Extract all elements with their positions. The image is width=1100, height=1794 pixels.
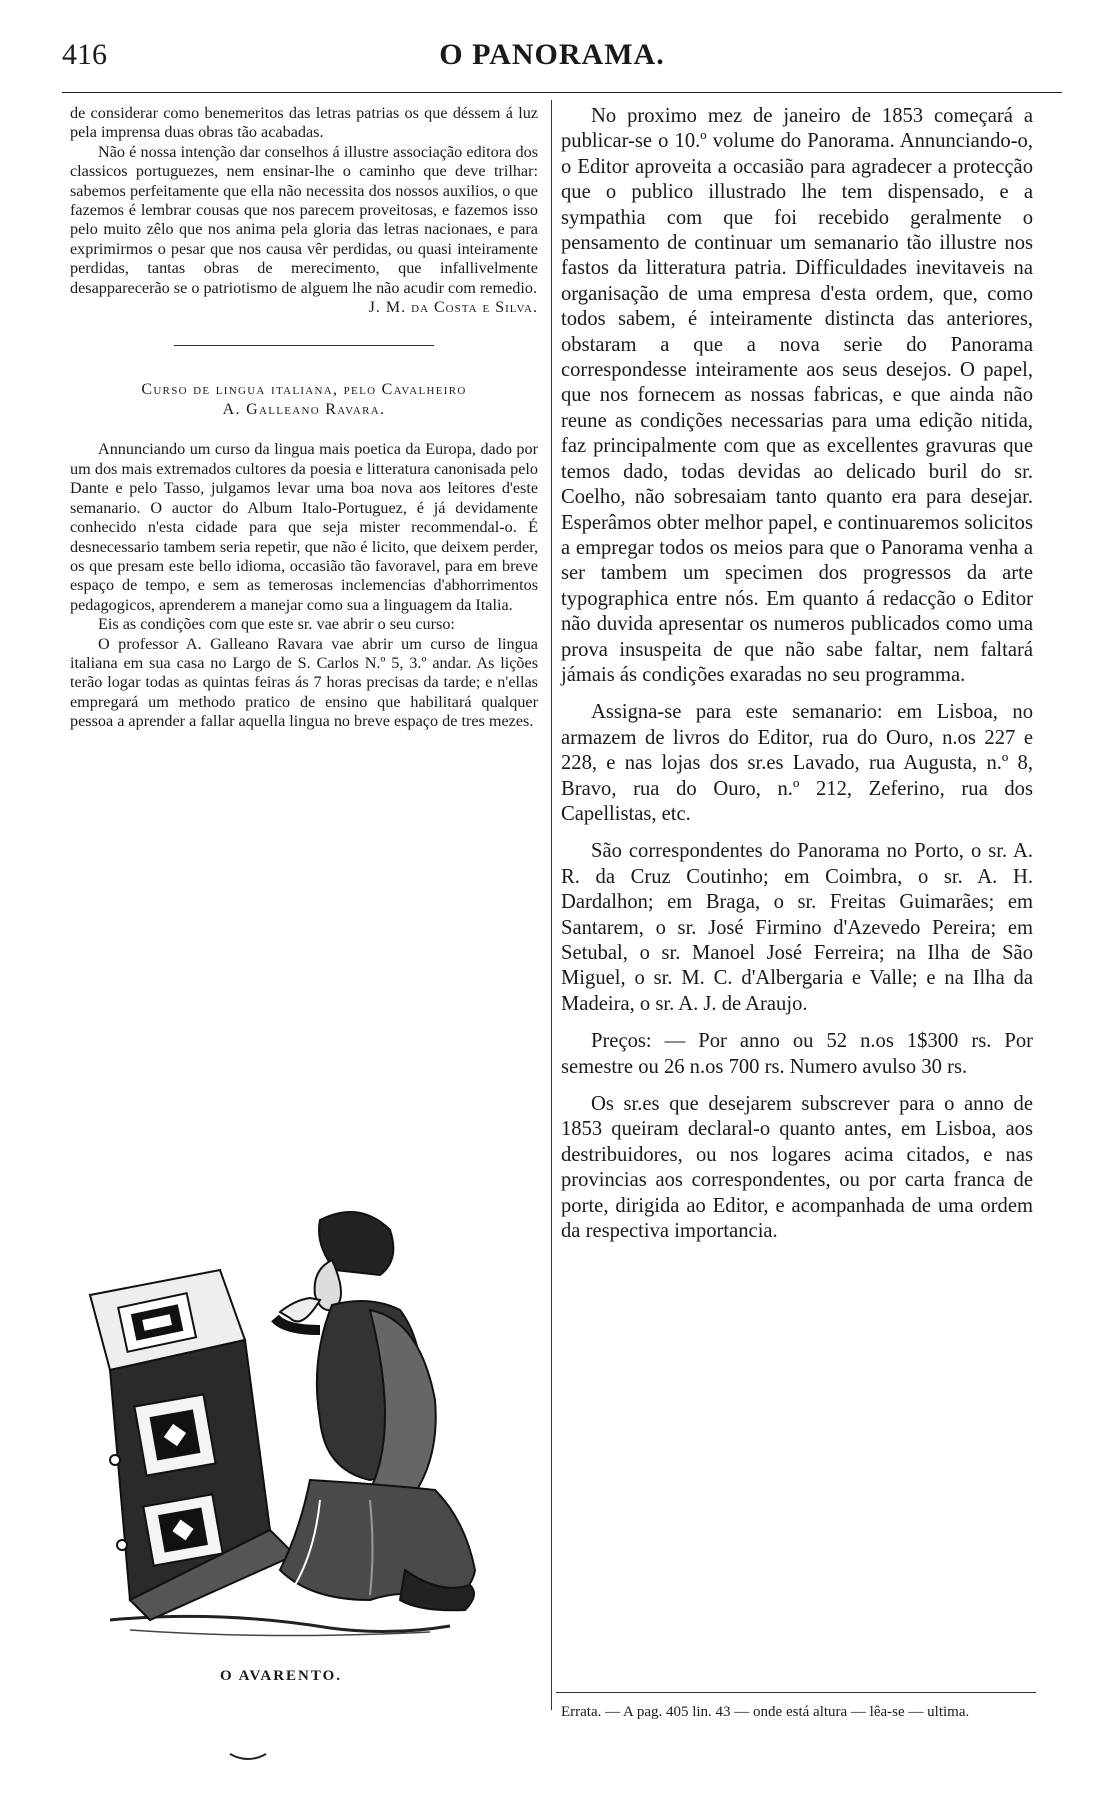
left-paragraph: O professor A. Galleano Ravara vae abrir um curso de lingua italiana em sua casa no Largo de S. Carlos N.º 5, 3.º andar. As lições terão logar todas as quintas feiras ás 7 horas precisas da tarde; e n'ellas empregará um methodo pratico de ensino que habilitará qualquer pessoa a aprender a fallar aquella lingua no breve espaço de tres mezes. (70, 634, 538, 731)
right-paragraph: São correspondentes do Panorama no Porto, o sr. A. R. da Cruz Coutinho; em Coimbra, o sr. A. H. Dardalhon; em Braga, o sr. Freitas Guimarães; em Santarem, o sr. José Firmino d'Azevedo Pereira; em Setubal, o sr. Manoel José Ferreira; na Ilha de São Miguel, o sr. M. C. d'Albergaria e Valle; e na Ilha da Madeira, o sr. A. J. de Araujo. (561, 840, 1033, 1015)
errata-note: Errata. — A pag. 405 lin. 43 — onde está altura — lêa-se — ultima. (561, 1704, 970, 1720)
column-divider (551, 100, 552, 1710)
author-signature: J. M. da Costa e Silva. (368, 299, 538, 317)
left-paragraph: Não é nossa intenção dar conselhos á illustre associação editora dos classicos portuguezes, nem ensinar-lhe o caminho que deve trilhar: sabemos perfeitamente que ella não necessita dos nossos auxilios, o que fazemos é lembrar cousas que nos parecem proveitosas, e fazemos isso pelo muito zêlo que nos anima pela gloria das letras nacionaes, e para exprimirmos o pesar que nos causa vêr perdidas, ou quasi inteiramente perdidas, tantas obras de merecimento, que infallivelmente desapparecerão se o patriotismo de alguem lhe não acudir com remedio. (70, 142, 538, 297)
engraving-illustration (70, 1200, 490, 1650)
left-paragraph: Annunciando um curso da lingua mais poetica da Europa, dado por um dos mais extremados cultores da poesia e litteratura canonisada pelo Dante e pelo Tasso, julgamos levar uma boa nova aos leitores d'este semanario. O auctor do Album Italo-Portuguez, é já devidamente conhecido n'esta cidade para que seja mister recommendal-o. É desnecessario tambem seria repetir, que não é licito, que deixem perder, os que presam este bello idioma, occasião tão favoravel, para em breve espaço de tempo, e sem as temerosas inclemencias d'abhorrimentos pedagogicos, aprenderem a manejar como sua a linguagem da Italia. (70, 440, 538, 614)
course-heading-line: A. Galleano Ravara. (222, 401, 386, 419)
left-column (70, 104, 538, 732)
treasure-chest (90, 1270, 295, 1620)
illustration-caption: O AVARENTO. (220, 1668, 343, 1684)
header-rule (62, 92, 1062, 93)
right-paragraph: No proximo mez de janeiro de 1853 começará a publicar-se o 10.º volume do Panorama. Annunciando-o, o Editor aproveita a occasião para agradecer a protecção que o publico illustrado lhe tem dispensado, e a sympathia com que foi recebido geralmente o pensamento de continuar um semanario tão illustre nos fastos da litteratura patria. Difficuldades inevitaveis na organisação de uma empresa d'esta ordem, que, como todos sabem, é inteiramente distincta das anteriores, obstaram a que a nova serie do Panorama correspondesse inteiramente aos seus desejos. O papel, que nos fornecem as nossas fabricas, e que ainda não reune as condições necessarias para uma edição nitida, faz principalmente com que as excellentes gravuras que temos dado, todas devidas ao delicado buril do sr. Coelho, não sobresaiam tanto quanto era para desejar. Esperâmos obter melhor papel, e continuaremos solicitos a empregar todos os meios para que o Panorama venha a ser tambem um specimen dos progressos da arte typographica entre nós. Em quanto á redacção o Editor não duvida apresentar os numeros publicados como uma prova insuspeita de que não sabe faltar, nem faltará jámais ás condições exaradas no seu programma. (561, 105, 1033, 686)
course-heading-line: Curso de lingua italiana, pelo Cavalheiro (141, 381, 467, 399)
course-heading (70, 380, 538, 420)
page-header (62, 38, 1042, 86)
section-rule (174, 345, 434, 346)
errata-rule (556, 1692, 1036, 1693)
left-paragraph: Eis as condições com que este sr. vae abrir o seu curso: (98, 615, 455, 634)
page-number: 416 (62, 38, 107, 71)
miser-figure (275, 1212, 475, 1610)
ornament-mark (228, 1752, 268, 1762)
left-paragraph: de considerar como benemeritos das letras patrias os que déssem á luz pela imprensa duas obras tão acabadas. (70, 104, 538, 142)
right-paragraph: Os sr.es que desejarem subscrever para o anno de 1853 queiram declaral-o quanto antes, em Lisboa, aos destribuidores, ou nos logares acima citados, e nas provincias aos correspondentes, ou por carta franca de porte, dirigida ao Editor, e acompanhada de uma ordem da respectiva importancia. (561, 1093, 1033, 1243)
journal-title: O PANORAMA. (439, 38, 665, 71)
right-column (561, 104, 1033, 1244)
right-paragraph: Assigna-se para este semanario: em Lisboa, no armazem de livros do Editor, rua do Ouro, n.os 227 e 228, e nas lojas dos sr.es Lavado, rua Augusta, n.º 8, Bravo, rua do Ouro, n.º 212, Zeferino, rua dos Capellistas, etc. (561, 701, 1033, 825)
price-paragraph: Preços: — Por anno ou 52 n.os 1$300 rs. Por semestre ou 26 n.os 700 rs. Numero avulso 30 rs. (561, 1030, 1033, 1078)
